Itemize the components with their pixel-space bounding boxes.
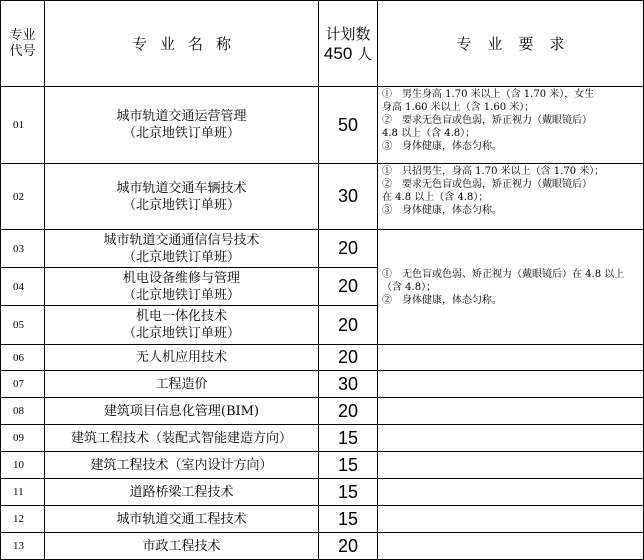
header-requirement: 专业要求: [378, 1, 644, 87]
requirement-line: 身高 1.60 米以上（含 1.60 米）；: [382, 102, 535, 113]
requirement-line: ③ 身体健康，体态匀称。: [382, 205, 502, 216]
major-name: 建筑工程技术（装配式智能建造方向）: [45, 425, 319, 452]
major-code: 07: [1, 371, 45, 398]
requirement-empty: [378, 371, 644, 398]
header-code: [1, 1, 45, 87]
major-name: [45, 306, 319, 345]
major-code: 01: [1, 87, 45, 164]
header-plan-total: 450: [323, 43, 353, 63]
major-code: 02: [1, 164, 45, 230]
requirement-line: ② 要求无色盲或色弱，矫正视力（戴眼镜后）: [382, 179, 592, 190]
major-code: 09: [1, 425, 45, 452]
plan-count: 15: [319, 452, 378, 479]
major-code: 05: [1, 306, 45, 345]
table-row: [1, 345, 644, 371]
requirement-line: ① 只招男生，身高 1.70 米以上（含 1.70 米）；: [382, 166, 605, 177]
plan-count: 20: [319, 533, 378, 560]
major-name-line2: （北京地铁订单班）: [122, 126, 240, 141]
requirement-01: [378, 87, 644, 164]
major-name-line2: （北京地铁订单班）: [122, 197, 240, 213]
major-code: 04: [1, 268, 45, 306]
major-name-line2: （北京地铁订单班）: [122, 287, 240, 303]
major-name: 城市轨道交通工程技术: [45, 506, 319, 533]
header-plan-unit: 人: [357, 44, 373, 63]
requirement-empty: [378, 425, 644, 452]
major-name: [45, 268, 319, 306]
major-name: [45, 87, 319, 164]
major-name: [45, 230, 319, 268]
header-plan: [319, 1, 378, 87]
requirement-empty: [378, 345, 644, 371]
major-name-line1: 城市轨道交通运营管理: [116, 109, 247, 124]
table-row: [1, 371, 644, 398]
plan-count: 20: [319, 306, 378, 345]
table-row: [1, 479, 644, 506]
major-name-line1: 机电一体化技术: [135, 309, 227, 324]
plan-count: 30: [319, 371, 378, 398]
major-code: 12: [1, 506, 45, 533]
table-row: [1, 230, 644, 268]
plan-count: 30: [319, 164, 378, 230]
major-name-line1: 城市轨道交通车辆技术: [116, 180, 247, 196]
major-code: 10: [1, 452, 45, 479]
major-code: 08: [1, 398, 45, 425]
major-name: 建筑项目信息化管理(BIM): [45, 398, 319, 425]
requirement-empty: [378, 452, 644, 479]
table-row: [1, 533, 644, 560]
table-row: [1, 398, 644, 425]
header-code-line1: 专业: [9, 27, 36, 43]
header-plan-line1: 计划数: [325, 24, 371, 43]
major-code: 11: [1, 479, 45, 506]
major-name: 道路桥梁工程技术: [45, 479, 319, 506]
plan-count: 50: [319, 87, 378, 164]
requirement-line: ② 身体健康，体态匀称。: [382, 294, 502, 306]
requirement-line: ② 要求无色盲或色弱，矫正视力（戴眼镜后）: [382, 115, 592, 126]
major-code: 03: [1, 230, 45, 268]
table-row: [1, 506, 644, 533]
plan-count: 20: [319, 268, 378, 306]
plan-count: 15: [319, 506, 378, 533]
requirement-empty: [378, 506, 644, 533]
table-row: [1, 425, 644, 452]
major-name: [45, 164, 319, 230]
header-name: 专业名称: [45, 1, 319, 87]
requirement-line: ③ 身体健康，体态匀称。: [382, 141, 502, 152]
plan-count: 15: [319, 425, 378, 452]
major-name: 市政工程技术: [45, 533, 319, 560]
plan-count: 20: [319, 398, 378, 425]
major-name: 工程造价: [45, 371, 319, 398]
major-name: 无人机应用技术: [45, 345, 319, 371]
requirement-empty: [378, 533, 644, 560]
header-code-line2: 代号: [9, 43, 36, 59]
requirement-empty: [378, 398, 644, 425]
table-header-row: [1, 1, 644, 87]
major-name-line1: 城市轨道交通通信信号技术: [103, 232, 260, 248]
requirement-03-05: [378, 230, 644, 345]
major-code: 06: [1, 345, 45, 371]
major-code: 13: [1, 533, 45, 560]
table-row: [1, 87, 644, 164]
requirement-line: 在 4.8 以上（含 4.8）；: [382, 192, 489, 203]
requirement-empty: [378, 479, 644, 506]
table-row: [1, 164, 644, 230]
major-name-line1: 机电设备维修与管理: [122, 270, 240, 286]
table-row: [1, 452, 644, 479]
plan-count: 15: [319, 479, 378, 506]
requirement-line: ① 无色盲或色弱、矫正视力（戴眼镜后）在 4.8 以上（含 4.8）；: [382, 268, 625, 293]
major-name-line2: （北京地铁订单班）: [122, 326, 240, 341]
requirement-02: [378, 164, 644, 230]
major-name: 建筑工程技术（室内设计方向）: [45, 452, 319, 479]
major-name-line2: （北京地铁订单班）: [122, 249, 240, 265]
requirement-line: ① 男生身高 1.70 米以上（含 1.70 米），女生: [382, 89, 595, 100]
plan-count: 20: [319, 345, 378, 371]
requirement-line: 4.8 以上（含 4.8）；: [382, 128, 476, 139]
plan-count: 20: [319, 230, 378, 268]
